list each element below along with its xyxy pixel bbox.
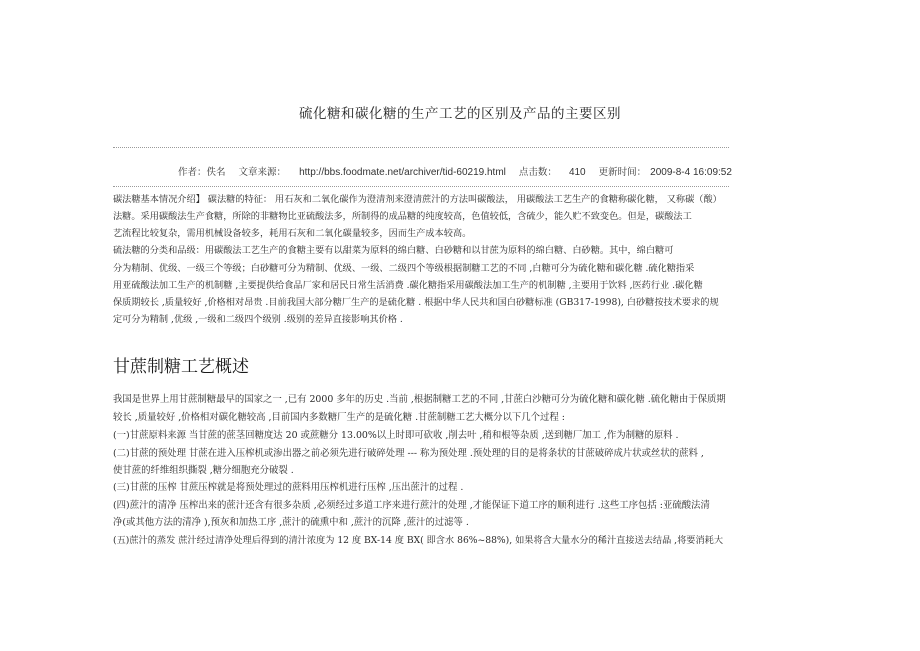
body-line: 较长 ,质量较好 ,价格相对碳化糖较高 ,目前国内多数糖厂生产的是硫化糖 .甘蔗制糖工艺大概分以下几个过程 :	[113, 412, 565, 423]
body-line: 使甘蔗的纤维组织撕裂 ,糖分细胞充分破裂 .	[113, 465, 294, 476]
intro-line: 硫法糖的分类和品级：用碳酸法工艺生产的食糖主要有以甜菜为原料的绵白糖、白砂糖和以甘蔗为原料的绵白糖、白砂糖。其中，绵白糖可	[113, 245, 674, 256]
body-line: (四)蔗汁的清净 压榨出来的蔗汁还含有很多杂质 ,必须经过多道工序来进行蔗汁的处理 ,才能保证下道工序的顺利进行 .这些工序包括 :亚硫酸法清	[113, 500, 710, 511]
meta-hits: 410	[568, 167, 586, 178]
intro-line: 碳法糖基本情况介绍】 碳法糖的特征： 用石灰和二氧化碳作为澄清剂来澄清蔗汁的方法叫碳酸法， 用碳酸法工艺生产的食糖称碳化糖， 又称碳（酸）	[113, 194, 722, 205]
page-title: 硫化糖和碳化糖的生产工艺的区别及产品的主要区别	[299, 106, 621, 122]
body-line: (五)蔗汁的蒸发 蔗汁经过清净处理后得到的清汁浓度为 12 度 BX-14 度 BX( 即含水 86%~88%), 如果将含大量水分的稀汁直接送去结晶 ,将要消耗大	[113, 535, 724, 546]
intro-line: 艺流程比较复杂，需用机械设备较多，耗用石灰和二氧化碳量较多，因而生产成本较高。	[113, 228, 472, 239]
intro-line: 保质期较长 ,质量较好 ,价格相对昂贵 .目前我国大部分糖厂生产的是硫化糖 . 根据中华人民共和国白砂糖标准 (GB317-1998), 白砂糖按技术要求的规	[113, 297, 719, 308]
body-line: (三)甘蔗的压榨 甘蔗压榨就是将预处理过的蔗料用压榨机进行压榨 ,压出蔗汁的过程 .	[113, 482, 464, 493]
body-line: 我国是世界上用甘蔗制糖最早的国家之一 ,已有 2000 多年的历史 .当前 ,根据制糖工艺的不同 ,甘蔗白沙糖可分为硫化糖和碳化糖 .硫化糖由于保质期	[113, 394, 726, 405]
meta-hits-label: 点击数：	[518, 167, 557, 178]
meta-author: 作者：佚名	[178, 167, 226, 178]
intro-line: 分为精制、优级、一级三个等级；白砂糖可分为精制、优级、一级、二级四个等级根据制糖工艺的不同 ,白糖可分为硫化糖和碳化糖 .硫化糖指采	[113, 263, 695, 274]
article-meta	[178, 164, 742, 178]
intro-line: 定可分为精制 ,优级 ,一级和二级四个级别 .级别的差异直接影响其价格 .	[113, 314, 403, 325]
body-line: (二)甘蔗的预处理 甘蔗在进入压榨机或渗出器之前必须先进行破碎处理 --- 称为预处理 .预处理的目的是将条状的甘蔗破碎成片状或丝状的蔗料 ,	[113, 448, 704, 459]
meta-divider	[113, 186, 729, 187]
meta-source-url: http://bbs.foodmate.net/archiver/tid-60219.html	[299, 167, 506, 178]
meta-source-label: 文章来源：	[238, 167, 287, 178]
meta-time-label: 更新时间：	[598, 167, 647, 178]
section-heading: 甘蔗制糖工艺概述	[113, 357, 249, 377]
top-divider	[113, 147, 729, 148]
intro-line: 法糖。采用碳酸法生产食糖，所除的非糖物比亚硫酸法多，所制得的成品糖的纯度较高，色值较低，含硫少，能久贮不致变色。但是，碳酸法工	[113, 211, 692, 222]
meta-time: 2009-8-4 16:09:52	[650, 167, 732, 178]
body-line: (一)甘蔗原料来源 当甘蔗的蔗茎回糖度达 20 或蔗糖分 13.00%以上时即可砍收 ,削去叶 ,稍和根等杂质 ,送到糖厂加工 ,作为制糖的原料 .	[113, 430, 679, 441]
intro-line: 用亚硫酸法加工生产的机制糖 ,主要提供给食品厂家和居民日常生活消费 .碳化糖指采用碳酸法加工生产的机制糖 ,主要用于饮料 ,医药行业 .碳化糖	[113, 280, 703, 291]
body-line: 净(或其他方法的清净 ),预灰和加热工序 ,蔗汁的硫熏中和 ,蔗汁的沉降 ,蔗汁的过滤等 .	[113, 517, 469, 528]
